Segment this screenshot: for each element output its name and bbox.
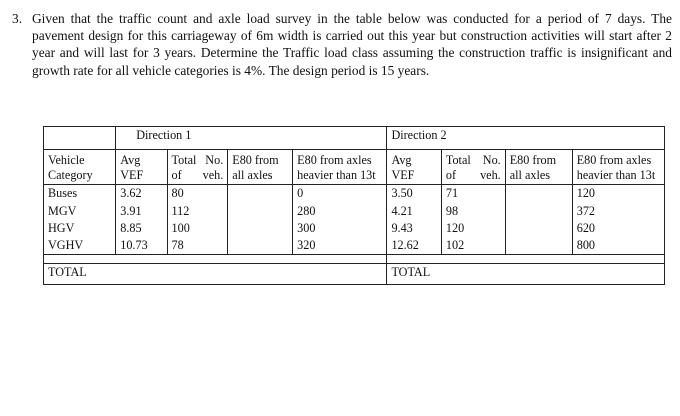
row-d1-total: 80 (167, 185, 228, 203)
row-d1-e80-heavy: 280 (293, 203, 387, 220)
row-d2-total: 120 (441, 220, 505, 237)
row-d1-total: 100 (167, 220, 228, 237)
row-d1-total: 78 (167, 237, 228, 255)
question-text: Given that the traffic count and axle load survey in the table below was conducted for a period of 7 days. The pavement design for this carriageway of 6m width is carried out this year but construction activities will start after 2 year and will last for 3 years. Determine the Traffic load class assuming the construction traffic is insignificant and growth rate for all vehicle categories is 4%. The design period is 15 years. (32, 11, 672, 78)
total-label-right: TOTAL (387, 264, 665, 285)
row-d1-e80-all (228, 185, 293, 203)
row-d2-total: 98 (441, 203, 505, 220)
traffic-table (43, 126, 665, 285)
row-d2-avg-vef: 12.62 (387, 237, 441, 255)
row-d1-e80-all (228, 203, 293, 220)
row-d1-e80-all (228, 220, 293, 237)
total-label-left: TOTAL (44, 264, 387, 285)
row-d2-avg-vef: 3.50 (387, 185, 441, 203)
header-d2-e80-heavy: E80 from axles heavier than 13t (572, 150, 664, 185)
spacer-row (44, 255, 665, 264)
row-d2-e80-heavy: 620 (572, 220, 664, 237)
row-d1-e80-heavy: 0 (293, 185, 387, 203)
row-d1-avg-vef: 3.62 (116, 185, 167, 203)
header-d2-total: Total No. of veh. (441, 150, 505, 185)
header-d1-e80-heavy: E80 from axles heavier than 13t (293, 150, 387, 185)
header-d2-avg-vef: Avg VEF (387, 150, 441, 185)
direction-1-header: Direction 1 (116, 127, 387, 150)
header-d1-avg-vef: Avg VEF (116, 150, 167, 185)
row-category: HGV (44, 220, 116, 237)
row-d2-e80-heavy: 800 (572, 237, 664, 255)
row-d1-total: 112 (167, 203, 228, 220)
row-d2-e80-heavy: 372 (572, 203, 664, 220)
table-row (44, 203, 665, 220)
row-d1-avg-vef: 3.91 (116, 203, 167, 220)
row-d1-e80-all (228, 237, 293, 255)
table-row (44, 185, 665, 203)
row-d1-e80-heavy: 320 (293, 237, 387, 255)
row-d2-e80-all (505, 220, 572, 237)
table-row (44, 220, 665, 237)
row-d1-avg-vef: 10.73 (116, 237, 167, 255)
header-d1-total: Total No. of veh. (167, 150, 228, 185)
direction-2-header: Direction 2 (387, 127, 665, 150)
header-vehicle-category: Vehicle Category (44, 150, 116, 185)
row-category: MGV (44, 203, 116, 220)
header-d2-e80-all: E80 from all axles (505, 150, 572, 185)
row-d2-avg-vef: 9.43 (387, 220, 441, 237)
table-row (44, 237, 665, 255)
header-d1-e80-all: E80 from all axles (228, 150, 293, 185)
row-d2-e80-all (505, 185, 572, 203)
empty-corner (44, 127, 116, 150)
row-d2-total: 102 (441, 237, 505, 255)
row-category: Buses (44, 185, 116, 203)
row-d2-e80-all (505, 237, 572, 255)
row-d2-e80-all (505, 203, 572, 220)
row-d2-total: 71 (441, 185, 505, 203)
row-d2-e80-heavy: 120 (572, 185, 664, 203)
row-d2-avg-vef: 4.21 (387, 203, 441, 220)
question-number: 3. (12, 11, 23, 26)
row-d1-avg-vef: 8.85 (116, 220, 167, 237)
row-d1-e80-heavy: 300 (293, 220, 387, 237)
total-row (44, 264, 665, 285)
row-category: VGHV (44, 237, 116, 255)
